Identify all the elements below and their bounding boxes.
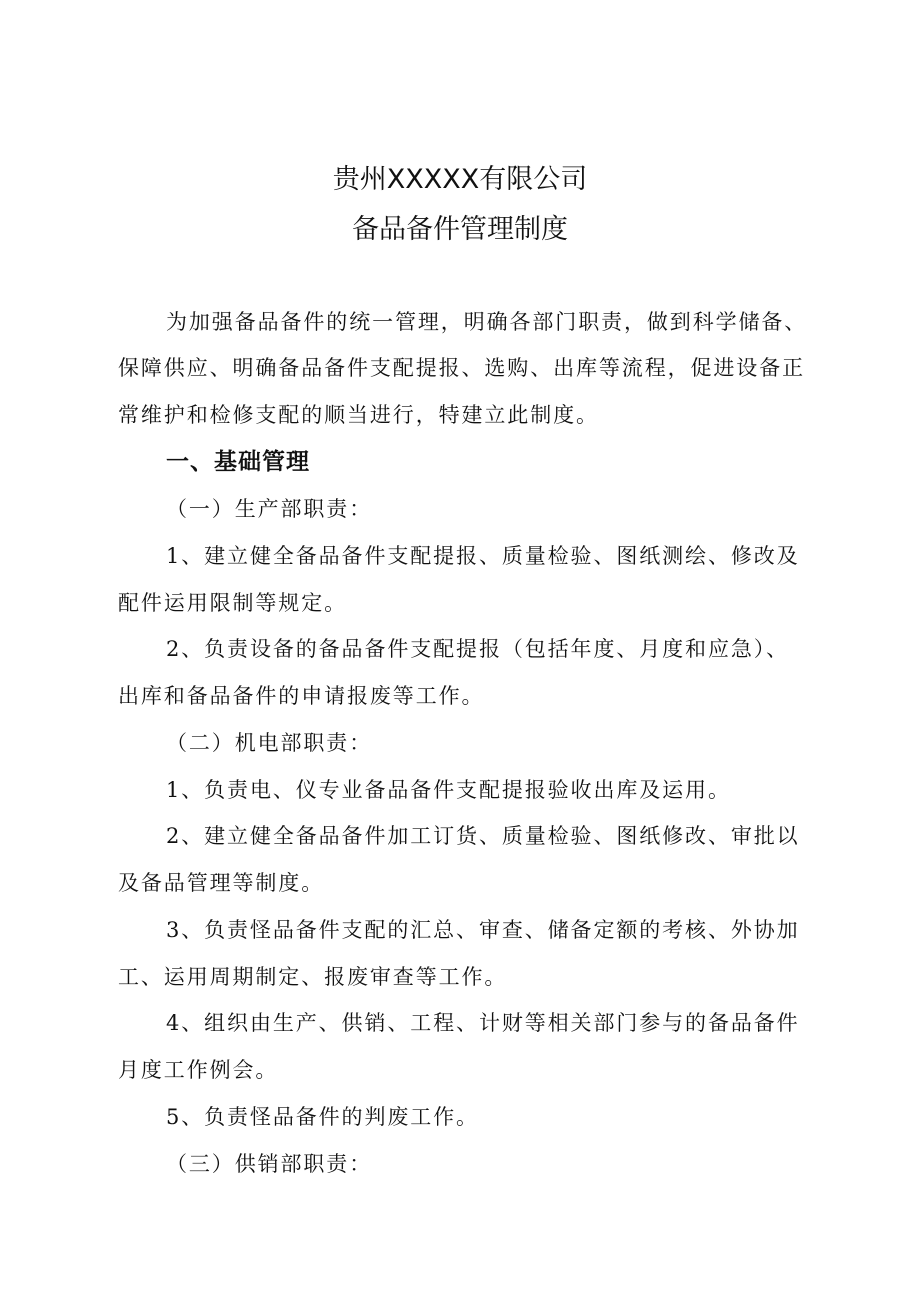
production-item-2-line-2: 出库和备品备件的申请报废等工作。 xyxy=(118,684,485,708)
electromechanical-item-5-line-1: 5、负责怪品备件的判废工作。 xyxy=(166,1105,479,1129)
production-item-2-line-1: 2、负责设备的备品备件支配提报（包括年度、月度和应急）、 xyxy=(166,637,790,661)
electromechanical-item-3-line-2: 工、运用周期制定、报废审查等工作。 xyxy=(118,965,508,989)
intro-line-1: 为加强备品备件的统一管理，明确各部门职责，做到科学储备、 xyxy=(166,310,808,334)
production-item-1-line-2: 配件运用限制等规定。 xyxy=(118,591,347,615)
subsection-heading-electromechanical: （二）机电部职责： xyxy=(166,731,373,755)
company-title: 贵州XXXXX有限公司 xyxy=(332,164,588,195)
electromechanical-item-4-line-2: 月度工作例会。 xyxy=(118,1058,279,1082)
subsection-heading-production: （一）生产部职责： xyxy=(166,497,373,521)
electromechanical-item-2-line-1: 2、建立健全备品备件加工订货、质量检验、图纸修改、审批以 xyxy=(166,824,800,848)
electromechanical-item-4-line-1: 4、组织由生产、供销、工程、计财等相关部门参与的备品备件 xyxy=(166,1011,800,1035)
intro-line-2: 保障供应、明确备品备件支配提报、选购、出库等流程，促进设备正 xyxy=(118,356,805,380)
intro-line-3: 常维护和检修支配的顺当进行，特建立此制度。 xyxy=(118,403,599,427)
electromechanical-item-3-line-1: 3、负责怪品备件支配的汇总、审查、储备定额的考核、外协加 xyxy=(166,918,800,942)
production-item-1-line-1: 1、建立健全备品备件支配提报、质量检验、图纸测绘、修改及 xyxy=(166,544,800,568)
section-heading-basic-management: 一、基础管理 xyxy=(166,449,310,475)
electromechanical-item-1-line-1: 1、负责电、仪专业备品备件支配提报验收出库及运用。 xyxy=(166,778,731,802)
subsection-heading-supply-sales: （三）供销部职责： xyxy=(166,1152,373,1176)
electromechanical-item-2-line-2: 及备品管理等制度。 xyxy=(118,871,325,895)
document-title: 备品备件管理制度 xyxy=(352,214,568,245)
